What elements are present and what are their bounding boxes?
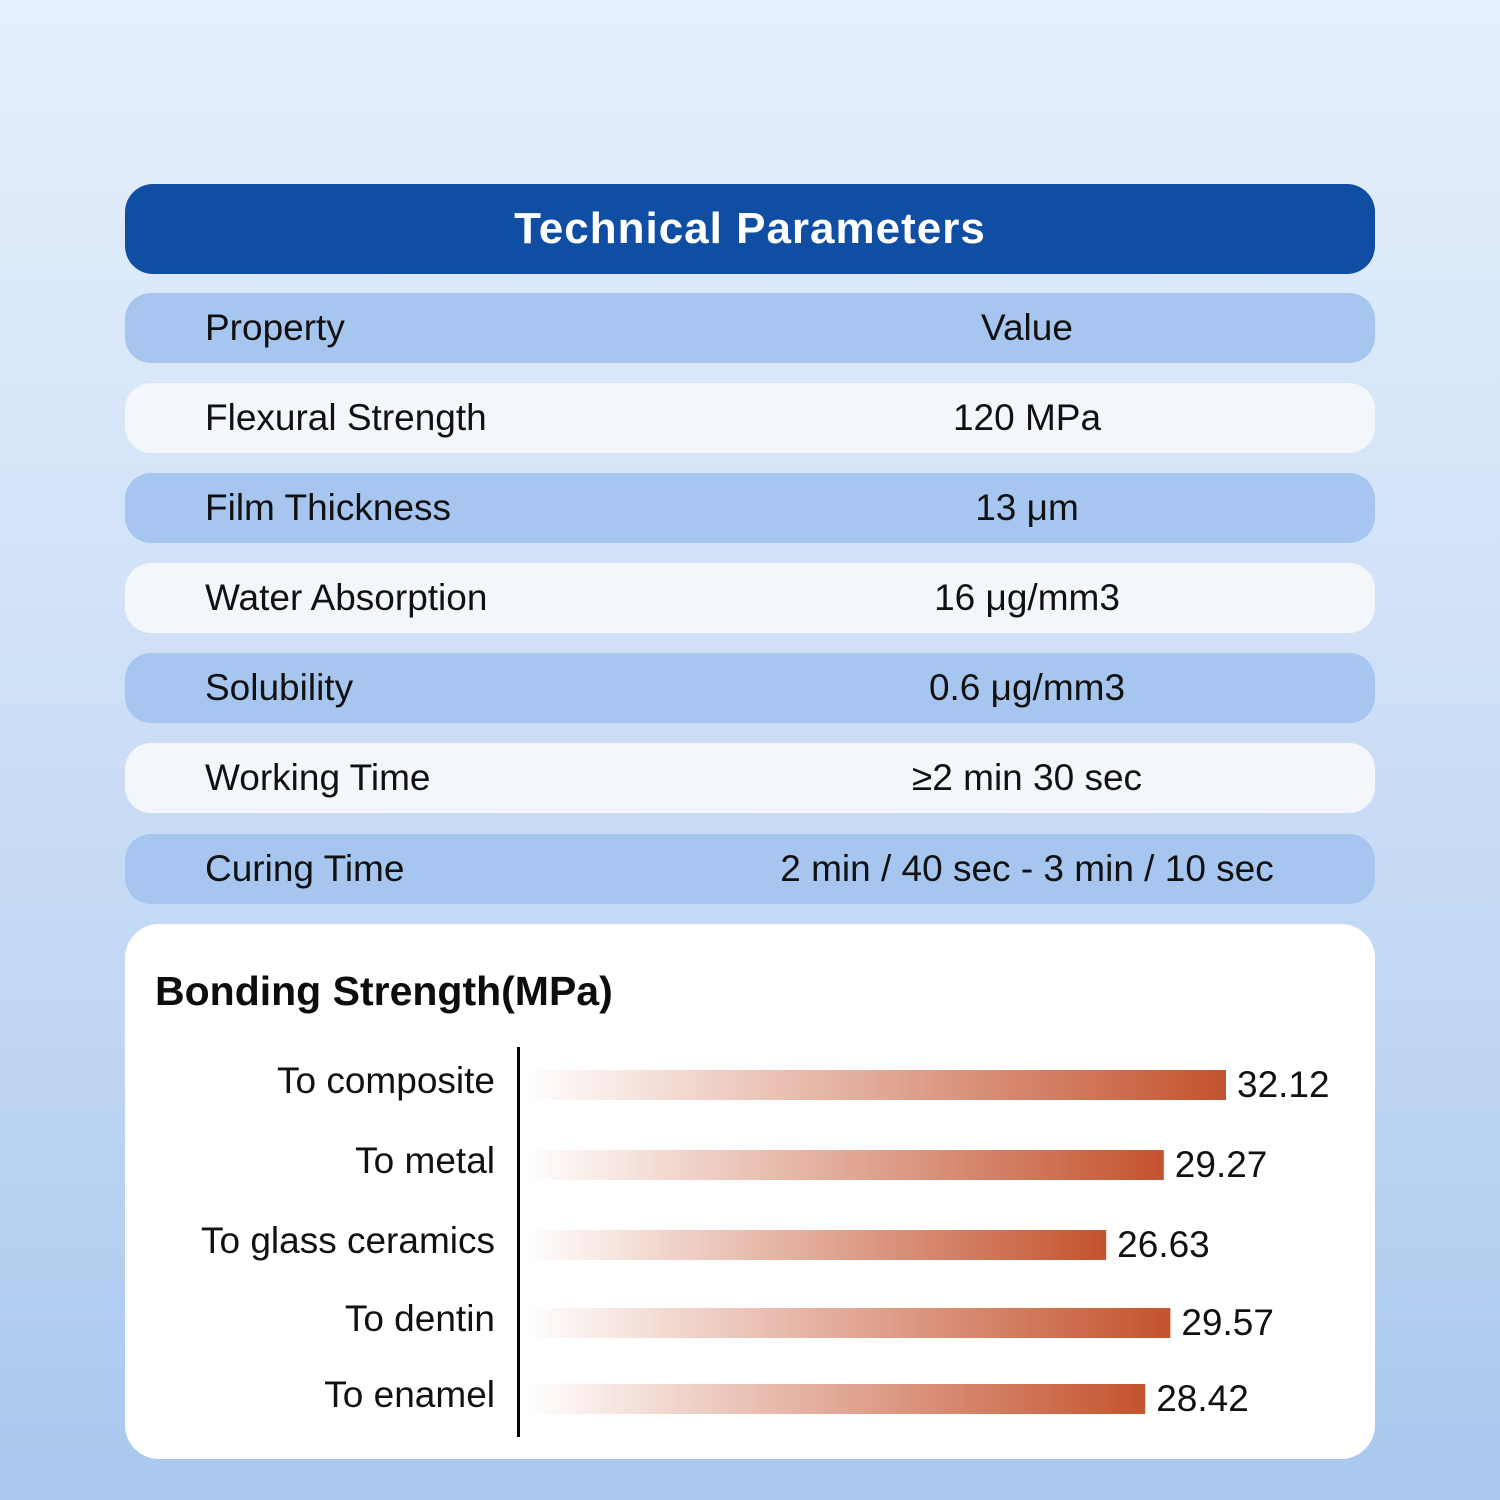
category-label: To composite — [277, 1059, 495, 1101]
bar-to-dentin — [525, 1308, 1170, 1338]
row-value: 2 min / 40 sec - 3 min / 10 sec — [780, 848, 1274, 889]
row-property: Water Absorption — [205, 577, 488, 618]
table-header-row — [125, 293, 1375, 363]
row-property: Curing Time — [205, 848, 405, 889]
table-row — [125, 834, 1375, 904]
table-row — [125, 473, 1375, 543]
chart-card — [125, 924, 1375, 1459]
value-label: 32.12 — [1237, 1063, 1330, 1105]
row-value: 0.6 μg/mm3 — [928, 667, 1126, 708]
category-label: To metal — [355, 1139, 495, 1181]
row-property: Solubility — [205, 667, 354, 708]
category-label: To dentin — [344, 1297, 495, 1339]
chart-title: Bonding Strength(MPa) — [155, 968, 613, 1014]
bar-to-glass-ceramics — [525, 1230, 1106, 1260]
value-label: 28.42 — [1156, 1377, 1249, 1419]
bar-chart — [125, 924, 1375, 1459]
table-row — [125, 743, 1375, 813]
value-label: 29.57 — [1181, 1301, 1274, 1343]
value-label: 29.27 — [1174, 1143, 1268, 1185]
row-value: ≥2 min 30 sec — [911, 757, 1143, 798]
row-property: Film Thickness — [205, 487, 452, 528]
category-label: To glass ceramics — [200, 1219, 495, 1261]
table-row — [125, 383, 1375, 453]
bar-to-metal — [525, 1150, 1164, 1180]
table-row — [125, 563, 1375, 633]
bar-to-enamel — [525, 1384, 1145, 1414]
row-value: 16 μg/mm3 — [934, 577, 1120, 618]
row-property: Flexural Strength — [205, 397, 487, 438]
header-value: Value — [981, 307, 1073, 348]
table-row — [125, 653, 1375, 723]
header-property: Property — [205, 307, 345, 348]
row-value: 120 MPa — [952, 397, 1102, 438]
row-value: 13 μm — [975, 487, 1079, 528]
title-bar — [125, 184, 1375, 274]
row-property: Working Time — [205, 757, 431, 798]
category-label: To enamel — [324, 1373, 495, 1415]
bar-to-composite — [525, 1070, 1226, 1100]
value-label: 26.63 — [1117, 1223, 1210, 1265]
page-title: Technical Parameters — [514, 204, 986, 253]
